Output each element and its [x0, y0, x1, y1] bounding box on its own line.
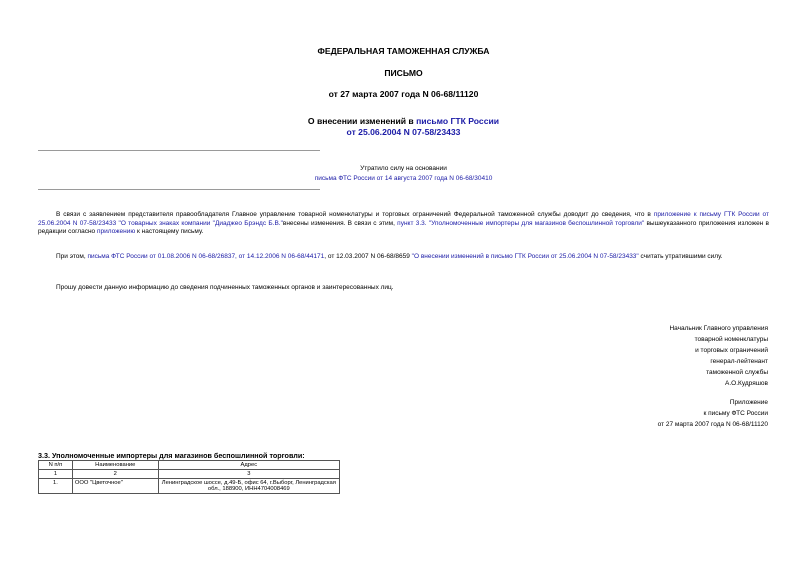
column-number: 2: [72, 470, 158, 479]
signature-line: и торговых ограничений: [695, 347, 768, 354]
appendix-block: [528, 397, 768, 430]
signature-block: [528, 323, 768, 389]
column-header-number: N п/п: [39, 461, 73, 470]
paragraph-1-link-attachment[interactable]: приложению: [96, 228, 136, 236]
document-type: ПИСЬМО: [384, 68, 423, 78]
divider-top: [38, 150, 320, 151]
subject-link-2[interactable]: от 25.06.2004 N 07-58/23433: [346, 127, 461, 137]
subject-line-2: [0, 127, 807, 137]
column-number: 3: [158, 470, 339, 479]
row-name: ООО "Цветочное": [72, 479, 158, 494]
expired-link[interactable]: письма ФТС России от 14 августа 2007 года N 06-68/30410: [314, 175, 493, 182]
paragraph-3: Прошу довести данную информацию до сведения подчиненных таможенных органов и заинтересованных лиц.: [56, 284, 394, 291]
paragraph-2-link-changes[interactable]: "О внесении изменений в письмо ГТК России от 25.06.2004 N 07-58/23433": [411, 253, 639, 260]
paragraph-1-link-clause[interactable]: пункт 3.3. "Уполномоченные импортеры для магазинов беспошлинной торговли": [397, 219, 645, 227]
paragraph-2-text-b: , от 12.03.2007 N 06-68/8659: [324, 253, 412, 260]
paragraph-1: [38, 211, 769, 237]
expired-note: Утратило силу на основании: [360, 165, 447, 172]
paragraph-1-link-appendix[interactable]: приложение к письму ГТК России от 25.06.2004 N 07-58/23433 "О товарных знаках компании "Диаджео Брэндс Б.В.": [38, 211, 769, 227]
paragraph-1-text-c: вышеуказанного приложения изложен в редакции согласно: [38, 219, 770, 236]
row-number: 1.: [39, 479, 73, 494]
paragraph-1-text-a: В связи с заявлением представителя правообладателя Главное управление товарной номенклатуры и торговых ограничений Федеральной таможенной службы доводит до сведения, что в: [56, 211, 654, 218]
column-header-name: Наименование: [72, 461, 158, 470]
section-title: 3.3. Уполномоченные импортеры для магазинов беспошлинной торговли:: [38, 451, 305, 460]
signature-line: товарной номенклатуры: [694, 336, 768, 343]
signature-line: таможенной службы: [706, 369, 768, 376]
paragraph-1-text-d: к настоящему письму.: [135, 228, 204, 236]
subject-link[interactable]: письмо ГТК России: [416, 116, 500, 126]
table-numbering-row: [39, 470, 340, 479]
paragraph-2-text-a: При этом,: [56, 253, 88, 260]
subject-line: [0, 116, 807, 126]
subject-prefix: О внесении изменений в: [307, 116, 417, 126]
appendix-line: к письму ФТС России: [703, 410, 768, 417]
signature-name: А.О.Кудряшов: [725, 380, 768, 387]
appendix-line: от 27 марта 2007 года N 06-68/11120: [657, 421, 768, 428]
column-number: 1: [39, 470, 73, 479]
table-header-row: [39, 461, 340, 470]
paragraph-2: [38, 253, 769, 262]
row-address: Ленинградское шоссе, д.49-Б, офис 64, г.Выборг, Ленинградская обл., 188900, ИНН4704008469: [158, 479, 339, 494]
paragraph-1-text-b: внесены изменения. В связи с этим,: [282, 219, 398, 227]
paragraph-2-link-letters[interactable]: письма ФТС России от 01.08.2006 N 06-68/26837, от 14.12.2006 N 06-68/44171: [87, 253, 325, 260]
table-row: [39, 479, 340, 494]
signature-line: Начальник Главного управления: [669, 325, 768, 332]
importers-table: [38, 460, 340, 494]
divider-bottom: [38, 189, 320, 190]
signature-line: генерал-лейтенант: [710, 358, 768, 365]
document-date-number: от 27 марта 2007 года N 06-68/11120: [328, 89, 479, 99]
paragraph-2-text-c: считать утратившими силу.: [638, 253, 723, 260]
column-header-address: Адрес: [158, 461, 339, 470]
agency-title: ФЕДЕРАЛЬНАЯ ТАМОЖЕННАЯ СЛУЖБА: [317, 46, 490, 56]
appendix-line: Приложение: [729, 399, 768, 406]
